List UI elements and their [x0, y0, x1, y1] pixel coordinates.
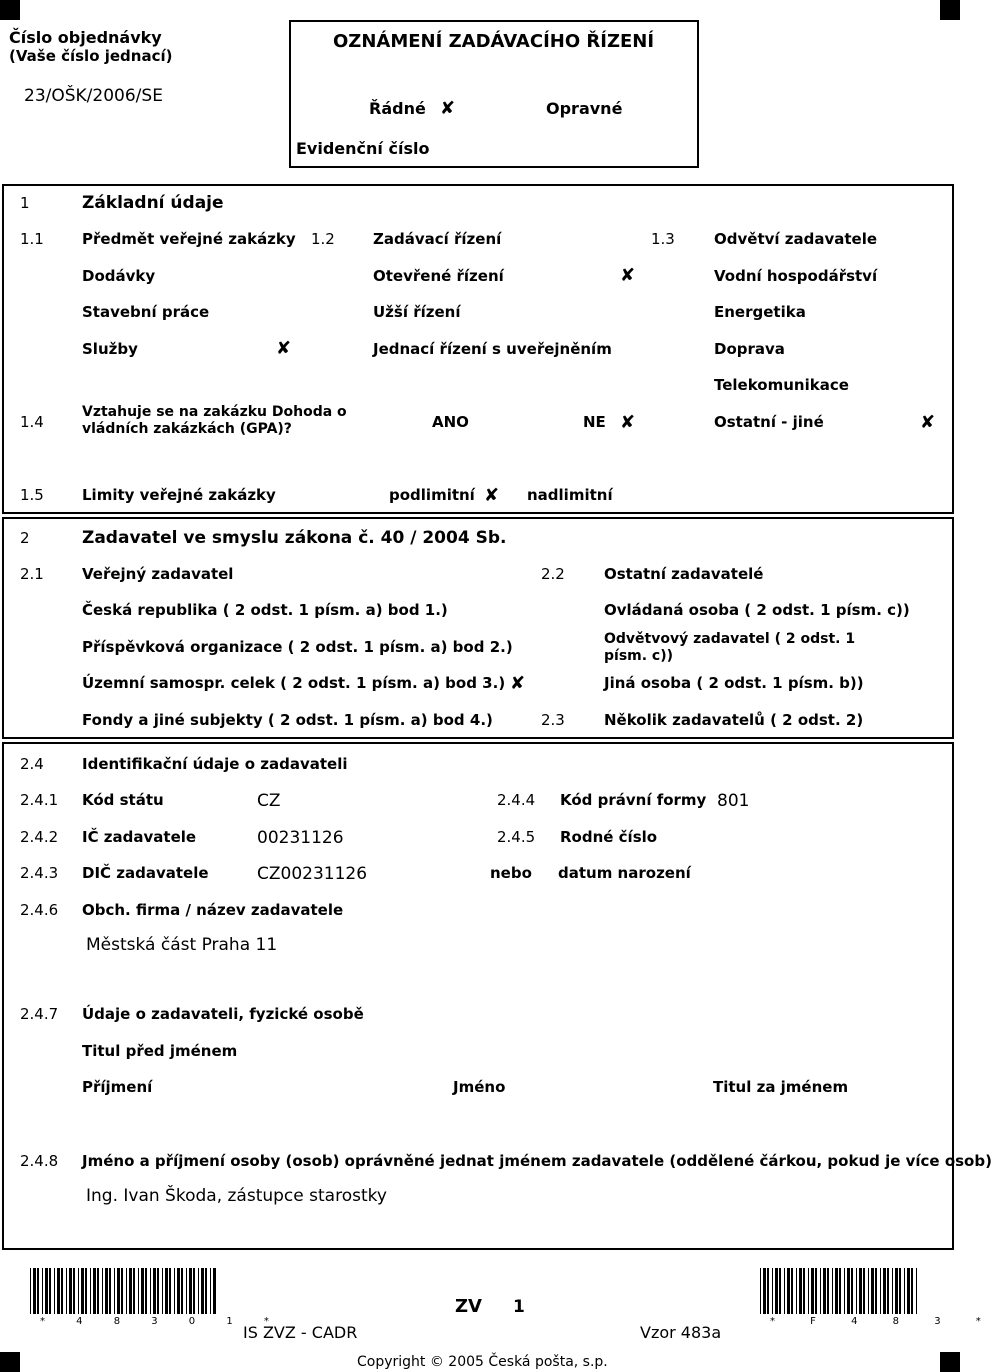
label-or: nebo [490, 864, 532, 882]
label-2-4: Identifikační údaje o zadavateli [82, 755, 348, 773]
country-code-value: CZ [257, 791, 281, 811]
regular-notice-label: Řádné [369, 99, 426, 118]
record-number-label: Evidenční číslo [296, 139, 430, 158]
label-title-before: Titul před jménem [82, 1042, 238, 1060]
public-regional: Územní samospr. celek ( 2 odst. 1 písm. a) bod 3.) [82, 674, 506, 692]
notice-title: OZNÁMENÍ ZADÁVACÍHO ŘÍZENÍ [333, 31, 655, 52]
label-2-4-8-number: 2.4.8 [20, 1152, 59, 1170]
section-2-box [2, 517, 954, 739]
label-1-1-number: 1.1 [20, 230, 44, 248]
label-country-code: Kód státu [82, 791, 164, 809]
label-2-4-number: 2.4 [20, 755, 44, 773]
label-birth-date: datum narození [558, 864, 691, 882]
check-mark-icon: ✘ [440, 98, 456, 119]
label-1-4-line1: Vztahuje se na zakázku Dohoda o [82, 404, 347, 420]
sector-water: Vodní hospodářství [714, 267, 878, 285]
corrective-notice-label: Opravné [546, 99, 623, 118]
order-number-title: Číslo objednávky [9, 28, 162, 47]
limit-above: nadlimitní [527, 486, 613, 504]
label-2-2-number: 2.2 [541, 565, 565, 583]
gpa-no: NE [583, 413, 606, 431]
corner-marker-bottom-right [940, 1352, 960, 1372]
section-1-title: Základní údaje [82, 193, 224, 213]
label-legal-form-code: Kód právní formy [560, 791, 707, 809]
label-company-name: Obch. firma / název zadavatele [82, 901, 344, 919]
order-number-value: 23/OŠK/2006/SE [24, 86, 163, 106]
label-company-id: IČ zadavatele [82, 828, 197, 846]
system-name: IS ZVZ - CADR [243, 1323, 358, 1342]
label-1-5: Limity veřejné zakázky [82, 486, 276, 504]
label-2-3-number: 2.3 [541, 711, 565, 729]
company-id-value: 00231126 [257, 828, 344, 848]
section-2-4-box [2, 742, 954, 1250]
barcode-left [30, 1268, 216, 1320]
other-sector-line2: písm. c)) [604, 648, 674, 664]
subject-services: Služby [82, 340, 138, 358]
order-number-subtitle: (Vaše číslo jednací) [9, 47, 173, 65]
sector-transport: Doprava [714, 340, 785, 358]
sector-telecom: Telekomunikace [714, 376, 849, 394]
label-1-3-number: 1.3 [651, 230, 675, 248]
other-person: Jiná osoba ( 2 odst. 1 písm. b)) [604, 674, 864, 692]
label-2-1-number: 2.1 [20, 565, 44, 583]
check-mark-icon: ✘ [510, 673, 526, 694]
corner-marker-top-left [0, 0, 20, 20]
label-authorized-persons: Jméno a příjmení osoby (osob) oprávněné jednat jménem zadavatele (oddělené čárkou, pokud je více osob) [82, 1152, 992, 1170]
company-name-value: Městská část Praha 11 [86, 935, 278, 955]
label-1-4-line2: vládních zakázkách (GPA)? [82, 421, 292, 437]
label-title-after: Titul za jménem [713, 1078, 849, 1096]
section-2-number: 2 [20, 529, 30, 547]
sector-energy: Energetika [714, 303, 806, 321]
check-mark-icon: ✘ [920, 412, 936, 433]
check-mark-icon: ✘ [620, 412, 636, 433]
section-2-title: Zadavatel ve smyslu zákona č. 40 / 2004 Sb. [82, 528, 507, 548]
barcode-right [760, 1268, 920, 1320]
label-tax-id: DIČ zadavatele [82, 864, 209, 882]
label-1-5-number: 1.5 [20, 486, 44, 504]
procedure-open: Otevřené řízení [373, 267, 504, 285]
check-mark-icon: ✘ [484, 485, 500, 506]
label-1-2-number: 1.2 [311, 230, 335, 248]
label-2-4-3-number: 2.4.3 [20, 864, 59, 882]
form-code: ZV [455, 1296, 482, 1317]
public-czech-republic: Česká republika ( 2 odst. 1 písm. a) bod 1.) [82, 601, 448, 619]
label-1-4-number: 1.4 [20, 413, 44, 431]
corner-marker-top-right [940, 0, 960, 20]
other-sector-line1: Odvětvový zadavatel ( 2 odst. 1 [604, 631, 856, 647]
label-2-2: Ostatní zadavatelé [604, 565, 764, 583]
label-first-name: Jméno [453, 1078, 506, 1096]
subject-supplies: Dodávky [82, 267, 156, 285]
barcode-left-text: * 4 8 3 0 1 * [40, 1316, 283, 1327]
label-2-4-5-number: 2.4.5 [497, 828, 536, 846]
corner-marker-bottom-left [0, 1352, 20, 1372]
label-1-2: Zadávací řízení [373, 230, 502, 248]
label-2-4-4-number: 2.4.4 [497, 791, 536, 809]
section-1-number: 1 [20, 194, 30, 212]
page-number: 1 [513, 1297, 525, 1317]
label-2-1: Veřejný zadavatel [82, 565, 234, 583]
label-2-4-1-number: 2.4.1 [20, 791, 59, 809]
other-controlled: Ovládaná osoba ( 2 odst. 1 písm. c)) [604, 601, 910, 619]
label-1-1: Předmět veřejné zakázky [82, 230, 296, 248]
label-natural-person: Údaje o zadavateli, fyzické osobě [82, 1005, 364, 1023]
procedure-restricted: Užší řízení [373, 303, 461, 321]
public-funds: Fondy a jiné subjekty ( 2 odst. 1 písm. a) bod 4.) [82, 711, 493, 729]
tax-id-value: CZ00231126 [257, 864, 368, 884]
barcode-right-text: * F 4 8 3 * [770, 1316, 997, 1327]
legal-form-code-value: 801 [717, 791, 750, 811]
check-mark-icon: ✘ [276, 338, 292, 359]
label-2-3: Několik zadavatelů ( 2 odst. 2) [604, 711, 864, 729]
limit-below: podlimitní [389, 486, 475, 504]
subject-construction: Stavební práce [82, 303, 210, 321]
label-1-3: Odvětví zadavatele [714, 230, 878, 248]
copyright: Copyright © 2005 Česká pošta, s.p. [357, 1354, 608, 1370]
label-2-4-7-number: 2.4.7 [20, 1005, 59, 1023]
check-mark-icon: ✘ [620, 265, 636, 286]
label-2-4-6-number: 2.4.6 [20, 901, 59, 919]
gpa-yes: ANO [432, 413, 469, 431]
sector-other: Ostatní - jiné [714, 413, 824, 431]
authorized-persons-value: Ing. Ivan Škoda, zástupce starostky [86, 1186, 387, 1206]
procedure-negotiated: Jednací řízení s uveřejněním [373, 340, 612, 358]
template-name: Vzor 483a [640, 1323, 722, 1342]
label-surname: Příjmení [82, 1078, 153, 1096]
public-contributory: Příspěvková organizace ( 2 odst. 1 písm. a) bod 2.) [82, 638, 513, 656]
label-birth-number: Rodné číslo [560, 828, 658, 846]
label-2-4-2-number: 2.4.2 [20, 828, 59, 846]
